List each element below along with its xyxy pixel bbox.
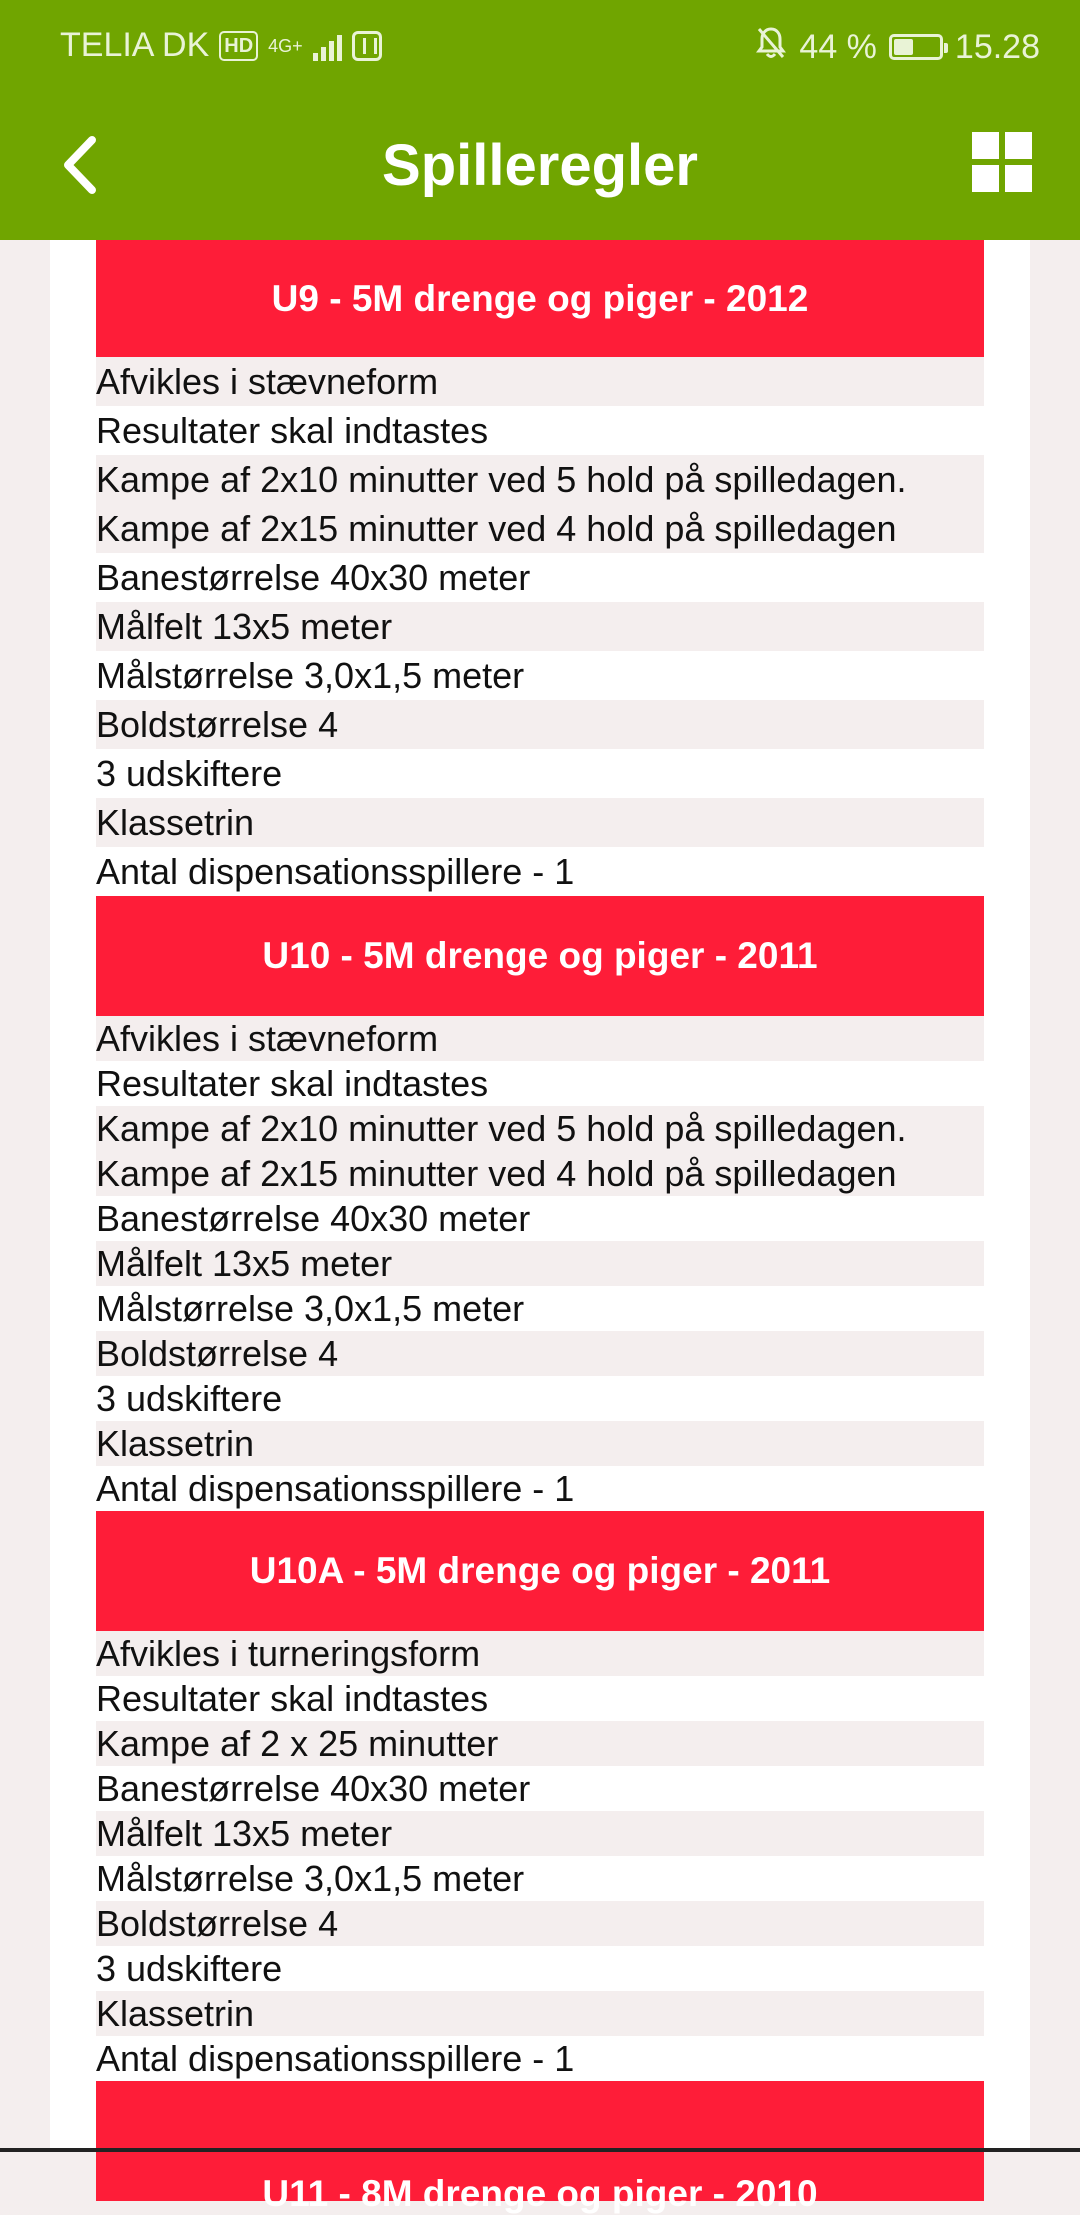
rule-item: Banestørrelse 40x30 meter bbox=[96, 1768, 531, 1809]
rule-item: 3 udskiftere bbox=[96, 753, 283, 794]
battery-percent-label: 44 % bbox=[799, 27, 877, 66]
section-header-label: U11 - 8M drenge og piger - 2010 bbox=[262, 2173, 818, 2214]
network-type-label: 4G+ bbox=[268, 35, 303, 56]
rule-item: Afvikles i stævneform bbox=[96, 1016, 984, 1061]
section-header: U10 - 5M drenge og piger - 2011 bbox=[96, 896, 984, 1016]
bottom-edge bbox=[0, 2148, 1080, 2152]
rule-item: Banestørrelse 40x30 meter bbox=[96, 557, 531, 598]
grid-icon-cell bbox=[1005, 132, 1032, 159]
hd-badge: HD bbox=[219, 31, 258, 61]
rule-item: Målstørrelse 3,0x1,5 meter bbox=[96, 655, 525, 696]
rule-item: Målstørrelse 3,0x1,5 meter bbox=[96, 1858, 525, 1899]
rule-item: Boldstørrelse 4 bbox=[96, 700, 984, 749]
section-header: U10A - 5M drenge og piger - 2011 bbox=[96, 1511, 984, 1631]
section-header bbox=[96, 2081, 984, 2214]
rule-item: Resultater skal indtastes bbox=[96, 410, 489, 451]
bell-off-icon bbox=[755, 26, 787, 68]
rule-item: Klassetrin bbox=[96, 798, 984, 847]
rules-list[interactable] bbox=[50, 240, 1030, 2214]
rule-section bbox=[96, 1511, 984, 2081]
rule-item: Klassetrin bbox=[96, 1991, 984, 2036]
status-right bbox=[755, 26, 1040, 68]
rule-item: Boldstørrelse 4 bbox=[96, 1901, 984, 1946]
menu-button[interactable] bbox=[972, 132, 1032, 192]
rule-item: Afvikles i turneringsform bbox=[96, 1631, 984, 1676]
rule-item: Antal dispensationsspillere - 1 bbox=[96, 1468, 575, 1509]
rule-item: Målstørrelse 3,0x1,5 meter bbox=[96, 1288, 525, 1329]
section-header: U9 - 5M drenge og piger - 2012 bbox=[96, 240, 984, 357]
status-bar bbox=[0, 0, 1080, 90]
rule-item: Klassetrin bbox=[96, 1421, 984, 1466]
rule-item: Kampe af 2x15 minutter ved 4 hold på spilledagen bbox=[96, 1151, 984, 1196]
rule-item: Målfelt 13x5 meter bbox=[96, 1241, 984, 1286]
rule-item: Kampe af 2x15 minutter ved 4 hold på spilledagen bbox=[96, 504, 984, 553]
rule-section bbox=[96, 2081, 984, 2214]
clock-label: 15.28 bbox=[954, 27, 1040, 66]
grid-icon-cell bbox=[1005, 165, 1032, 192]
rule-item: Kampe af 2 x 25 minutter bbox=[96, 1721, 984, 1766]
app-header bbox=[0, 90, 1080, 240]
rule-item: Banestørrelse 40x30 meter bbox=[96, 1198, 531, 1239]
signal-icon bbox=[313, 31, 342, 61]
rule-item: Kampe af 2x10 minutter ved 5 hold på spilledagen. bbox=[96, 455, 984, 504]
rule-item: Resultater skal indtastes bbox=[96, 1063, 489, 1104]
rule-item: Målfelt 13x5 meter bbox=[96, 1811, 984, 1856]
rule-item: 3 udskiftere bbox=[96, 1948, 283, 1989]
rule-section bbox=[96, 240, 984, 896]
rule-item: 3 udskiftere bbox=[96, 1378, 283, 1419]
rule-item: Målfelt 13x5 meter bbox=[96, 602, 984, 651]
status-left bbox=[60, 26, 382, 65]
page-title: Spilleregler bbox=[382, 133, 698, 198]
rule-section bbox=[96, 896, 984, 1511]
battery-fill bbox=[894, 39, 913, 55]
grid-icon bbox=[972, 132, 999, 159]
carrier-label: TELIA DK bbox=[60, 26, 210, 64]
rule-item: Kampe af 2x10 minutter ved 5 hold på spilledagen. bbox=[96, 1106, 984, 1151]
battery-icon bbox=[889, 34, 943, 60]
rule-item: Boldstørrelse 4 bbox=[96, 1331, 984, 1376]
grid-icon-cell bbox=[972, 165, 999, 192]
rule-item: Afvikles i stævneform bbox=[96, 357, 984, 406]
nfc-icon bbox=[352, 31, 382, 61]
rule-item: Antal dispensationsspillere - 1 bbox=[96, 2038, 575, 2079]
rule-item: Resultater skal indtastes bbox=[96, 1678, 489, 1719]
rule-item: Antal dispensationsspillere - 1 bbox=[96, 851, 575, 892]
